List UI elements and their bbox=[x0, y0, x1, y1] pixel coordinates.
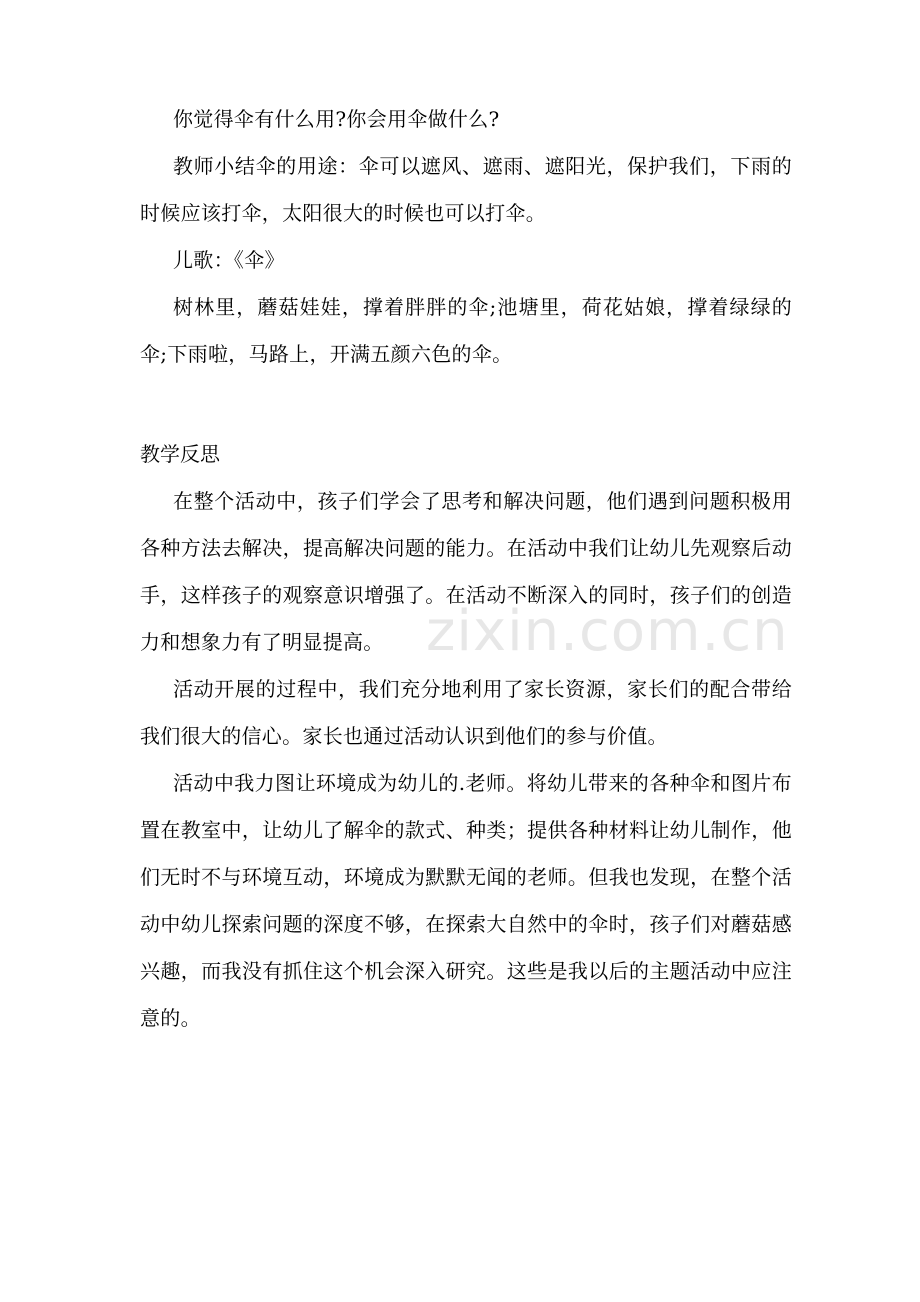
watermark: zixin.com.cn bbox=[426, 599, 789, 664]
reflection-paragraph-3: 活动中我力图让环境成为幼儿的.老师。将幼儿带来的各种伞和图片布置在教室中，让幼儿了解伞的款式、种类；提供各种材料让幼儿制作，他们无时不与环境互动，环境成为默默无闻的老师。但我也发现，在整个活动中幼儿探索问题的深度不够，在探索大自然中的伞时，孩子们对蘑菇感兴趣，而我没有抓住这个机会深入研究。这些是我以后的主题活动中应注意的。 bbox=[140, 771, 792, 1030]
reflection-paragraph-1: 在整个活动中，孩子们学会了思考和解决问题，他们遇到问题积极用各种方法去解决，提高解决问题的能力。在活动中我们让幼儿先观察后动手，这样孩子的观察意识增强了。在活动不断深入的同时，孩子们的创造力和想象力有了明显提高。 bbox=[140, 489, 792, 654]
rhyme-title: 儿歌：《伞》 bbox=[173, 248, 285, 272]
reflection-heading: 教学反思 bbox=[140, 442, 220, 466]
summary-paragraph: 教师小结伞的用途：伞可以遮风、遮雨、遮阳光，保护我们，下雨的时候应该打伞，太阳很大的时候也可以打伞。 bbox=[140, 154, 792, 225]
question-paragraph: 你觉得伞有什么用?你会用伞做什么? bbox=[173, 107, 500, 131]
reflection-paragraph-2: 活动开展的过程中，我们充分地利用了家长资源，家长们的配合带给我们很大的信心。家长也通过活动认识到他们的参与价值。 bbox=[140, 677, 792, 748]
rhyme-text: 树林里，蘑菇娃娃，撑着胖胖的伞;池塘里，荷花姑娘，撑着绿绿的伞;下雨啦，马路上，开满五颜六色的伞。 bbox=[140, 295, 792, 366]
